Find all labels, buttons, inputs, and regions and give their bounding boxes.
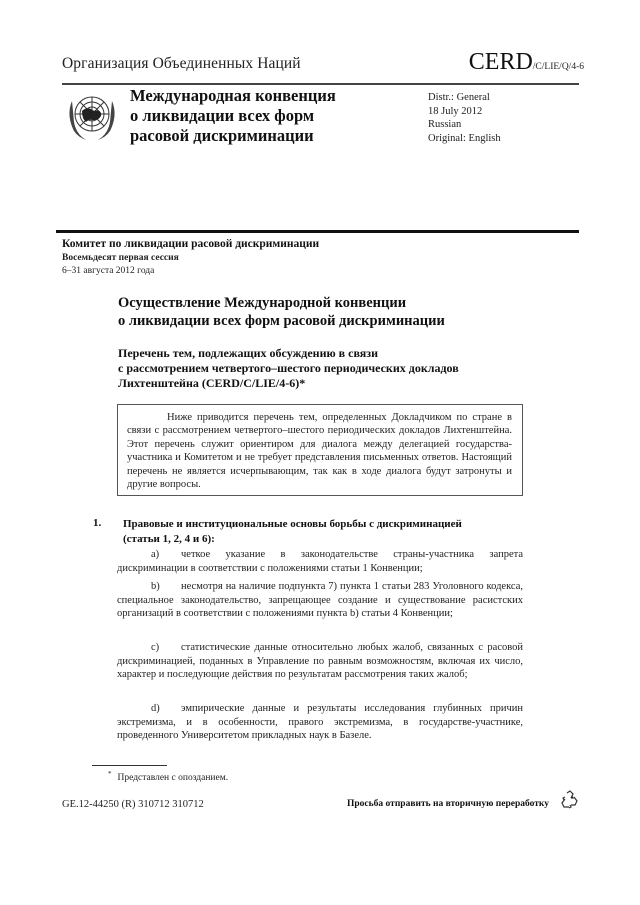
session-dates: 6–31 августа 2012 года [62, 266, 155, 276]
distribution-info [428, 91, 501, 145]
introductory-note-box [117, 404, 523, 496]
subheading-line: Перечень тем, подлежащих обсуждению в связи [118, 346, 379, 360]
section-title-line: Правовые и институциональные основы борьбы с дискриминацией [123, 518, 462, 530]
section-number: 1. [93, 517, 102, 529]
document-number: GE.12-44250 (R) 310712 310712 [62, 799, 204, 810]
item-label: b) [151, 581, 160, 592]
introductory-note: Ниже приводится перечень тем, определенных Докладчиком по стране в связи с рассмотрением четвертого–шестого периодических докладов Лихтенштейна. Этот перечень служит ориентиром для диалога между делегацией государства-участника и Комитетом и не требует представления письменных ответов. Настоящий перечень не является исчерпывающим, так как в ходе диалога будут затронуты и другие вопросы. [127, 412, 512, 491]
list-item [117, 548, 523, 575]
section-title-line: (статьи 1, 2, 4 и 6): [123, 532, 215, 545]
subheading-line: с рассмотрением четвертого–шестого периодических докладов [118, 361, 459, 375]
item-text: статистические данные относительно любых жалоб, связанных с расовой дискриминацией, поданных в Управление по равным возможностям, включая их число, характер и последующие действия по результатам рассмотрения таких жалоб; [117, 642, 523, 681]
item-label: a) [151, 549, 160, 560]
convention-title-line: о ликвидации всех форм [130, 106, 315, 125]
distr-language: Russian [428, 119, 462, 130]
list-item [117, 702, 523, 743]
session-name: Восемьдесят первая сессия [62, 253, 179, 263]
item-label: c) [151, 642, 160, 653]
committee-name: Комитет по ликвидации расовой дискриминации [62, 238, 320, 250]
section-title [123, 517, 543, 546]
symbol-main: CERD [468, 49, 533, 75]
footnote-rule [92, 765, 167, 766]
organization-name: Организация Объединенных Наций [62, 55, 301, 72]
heading-line: Осуществление Международной конвенции [118, 295, 407, 311]
item-text: четкое указание в законодательстве страны-участника запрета дискриминации в соответствии с положениями статьи 1 Конвенции; [117, 549, 523, 574]
distr-date: 18 July 2012 [428, 105, 483, 117]
footnote [108, 770, 228, 783]
header-rule [62, 83, 579, 85]
section-rule [56, 230, 579, 233]
convention-title [130, 86, 336, 146]
document-subheading [118, 346, 459, 391]
item-text: эмпирические данные и результаты исследования глубинных причин экстремизма, и в особенности, правого экстремизма, в государстве-участнике, проведенного Университетом прикладных наук в Базеле. [117, 703, 523, 742]
item-label: d) [151, 703, 160, 714]
distr-original: Original: English [428, 132, 501, 144]
convention-title-line: расовой дискриминации [130, 126, 314, 145]
list-item [117, 580, 523, 621]
footnote-marker: * [108, 770, 112, 778]
document-heading [118, 294, 445, 330]
subheading-line: Лихтенштейна (CERD/C/LIE/4-6)* [118, 376, 306, 390]
footnote-text: Представлен с опозданием. [117, 773, 229, 784]
document-symbol [469, 49, 584, 76]
item-text: несмотря на наличие подпункта 7) пункта 1 статьи 283 Уголовного кодекса, специальное законодательство, запрещающее создание и существование расистских организаций в соответствии с положениями пункта b) статьи 4 Конвенции; [117, 581, 523, 620]
distr-status: Distr.: General [428, 92, 490, 103]
list-item [117, 641, 523, 682]
recycle-icon [558, 789, 582, 813]
convention-title-line: Международная конвенция [130, 86, 336, 105]
heading-line: о ликвидации всех форм расовой дискриминации [118, 313, 445, 329]
un-emblem-icon [64, 87, 120, 143]
recycle-text: Просьба отправить на вторичную переработку [347, 799, 549, 809]
symbol-sub: /C/LIE/Q/4-6 [532, 62, 584, 72]
